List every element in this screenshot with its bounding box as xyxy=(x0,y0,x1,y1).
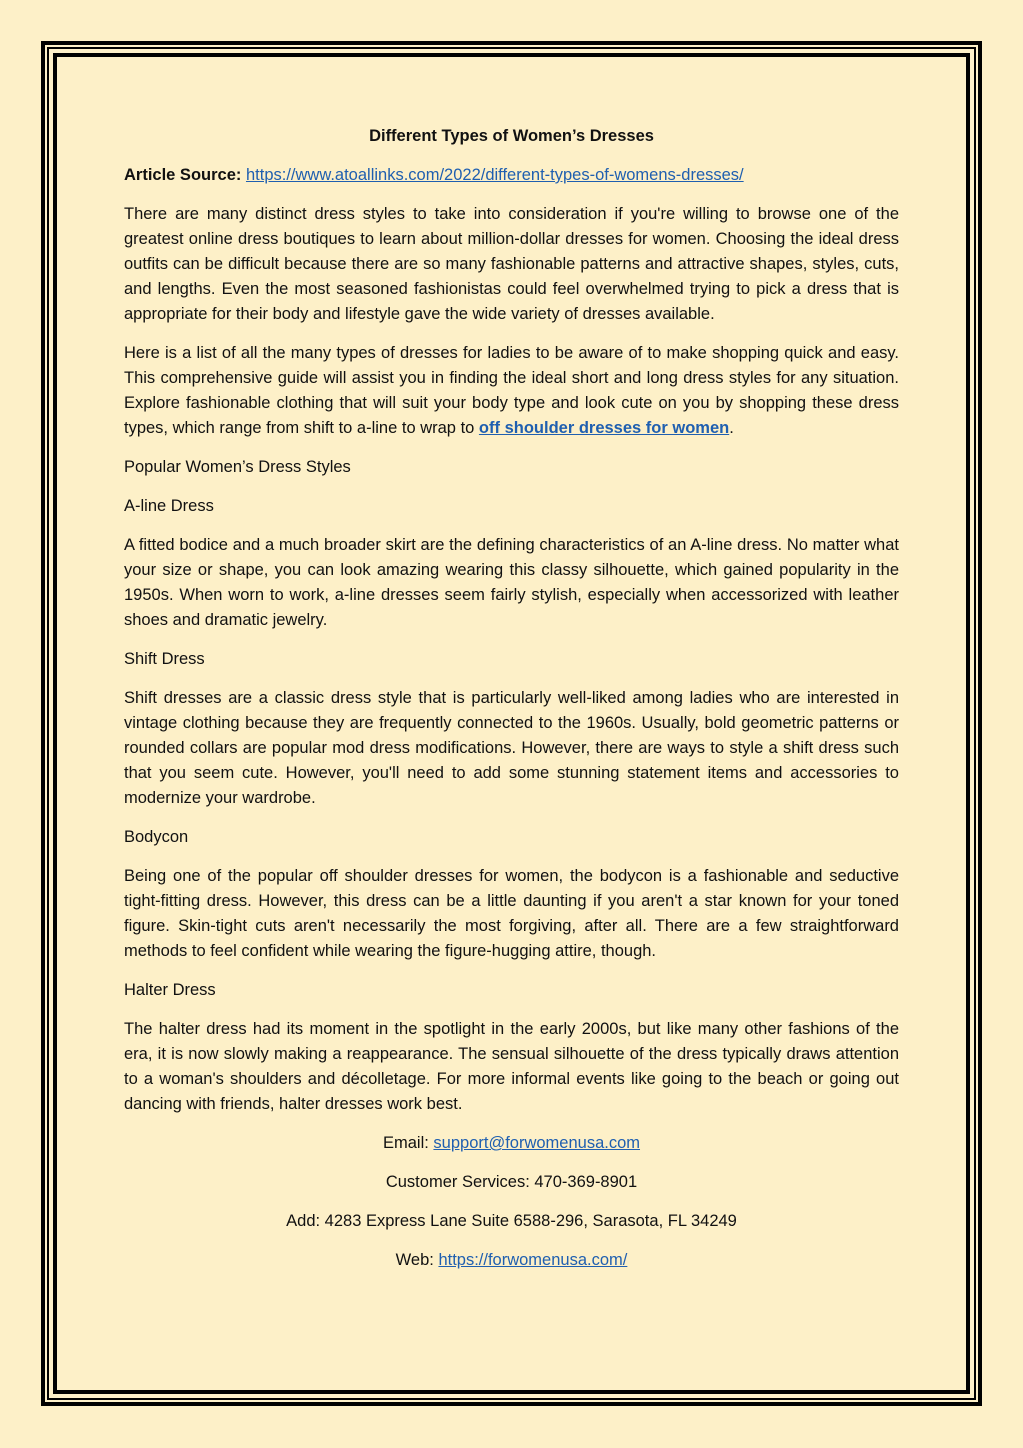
contact-phone: Customer Services: 470-369-8901 xyxy=(385,1173,638,1191)
section-heading-bodycon: Bodycon xyxy=(124,828,189,846)
list-intro-text: Here is a list of all the many types of dresses for ladies to be aware of to make shopping quick and easy. This comprehensive guide will assist you in finding the ideal short and long dress styles for any situation. Explore fashionable clothing that will suit your body type and look cute on you by shopping these dress types, which range from shift to a-line to wrap to xyxy=(124,344,899,437)
section-body-bodycon: Being one of the popular off shoulder dresses for women, the bodycon is a fashionable and seductive tight-fitting dress. However, this dress can be a little daunting if you aren't a star known for your toned figure. Skin-tight cuts aren't necessarily the most forgiving, after all. There are a few straightforward methods to feel confident while wearing the figure-hugging attire, though. xyxy=(124,867,899,960)
section-body-a-line: A fitted bodice and a much broader skirt are the defining characteristics of an A-line dress. No matter what your size or shape, you can look amazing wearing this classy silhouette, which gained popularity in the 1950s. When worn to work, a-line dresses seem fairly stylish, especially when accessorized with leather shoes and dramatic jewelry. xyxy=(124,536,899,629)
intro-paragraph: There are many distinct dress styles to take into consideration if you're willing to browse one of the greatest online dress boutiques to learn about million-dollar dresses for women. Choosing the ideal dress outfits can be difficult because there are so many fashionable patterns and attractive shapes, styles, cuts, and lengths. Even the most seasoned fashionistas could feel overwhelmed trying to pick a dress that is appropriate for their body and lifestyle gave the wide variety of dresses available. xyxy=(124,205,899,323)
article-source-label: Article Source: xyxy=(124,166,242,184)
contact-web-link[interactable]: https://forwomenusa.com/ xyxy=(438,1251,628,1269)
contact-web-label: Web: xyxy=(395,1251,439,1269)
article-content xyxy=(124,124,899,1287)
contact-email xyxy=(124,1131,899,1156)
list-intro-end: . xyxy=(729,419,734,437)
article-source xyxy=(124,163,899,188)
article-title: Different Types of Women’s Dresses xyxy=(369,127,654,145)
list-intro-paragraph xyxy=(124,341,899,441)
section-heading-shift: Shift Dress xyxy=(124,650,205,668)
contact-web xyxy=(124,1248,899,1273)
contact-address: Add: 4283 Express Lane Suite 6588-296, Sarasota, FL 34249 xyxy=(286,1212,737,1230)
section-body-shift: Shift dresses are a classic dress style that is particularly well-liked among ladies who are interested in vintage clothing because they are frequently connected to the 1960s. Usually, bold geometric patterns or rounded collars are popular mod dress modifications. However, there are ways to style a shift dress such that you seem cute. However, you'll need to add some stunning statement items and accessories to modernize your wardrobe. xyxy=(124,689,899,807)
section-body-halter: The halter dress had its moment in the spotlight in the early 2000s, but like many other fashions of the era, it is now slowly making a reappearance. The sensual silhouette of the dress typically draws attention to a woman's shoulders and décolletage. For more informal events like going to the beach or going out dancing with friends, halter dresses work best. xyxy=(124,1020,899,1113)
section-heading-a-line: A-line Dress xyxy=(124,497,214,515)
section-heading-halter: Halter Dress xyxy=(124,981,216,999)
article-source-link[interactable]: https://www.atoallinks.com/2022/different-types-of-womens-dresses/ xyxy=(245,166,744,184)
off-shoulder-dresses-link[interactable]: off shoulder dresses for women xyxy=(478,419,730,437)
contact-email-link[interactable]: support@forwomenusa.com xyxy=(433,1134,641,1152)
popular-styles-heading: Popular Women’s Dress Styles xyxy=(124,458,351,476)
contact-email-label: Email: xyxy=(382,1134,434,1152)
